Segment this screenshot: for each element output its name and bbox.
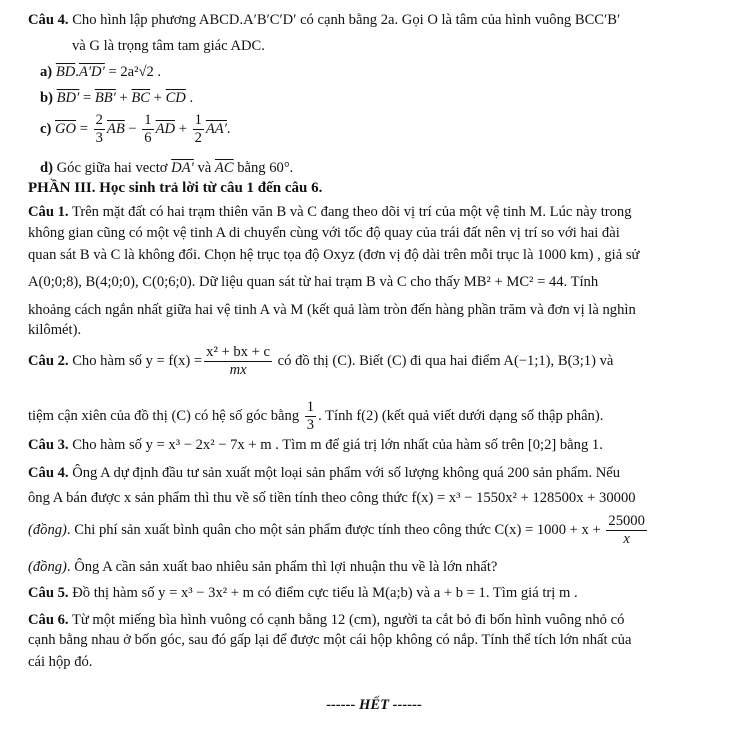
denominator: 2 (194, 130, 202, 146)
fraction (204, 344, 272, 379)
text: có đồ thị (C). Biết (C) đi qua hai điểm A(−1;1), B(3;1) và (277, 352, 614, 369)
denominator: 3 (306, 417, 315, 433)
text: bằng 60°. (237, 160, 294, 176)
fraction (94, 112, 105, 147)
text: và (197, 160, 212, 176)
text: Trên mặt đất có hai trạm thiên văn B và C đang theo dõi vị trí của một vệ tinh M. Lúc này trong (71, 204, 632, 220)
question-label: Câu 6. (28, 612, 69, 628)
math-text: = 2a²√2 . (104, 64, 162, 80)
heading-text: PHẦN III. Học sinh trả lời từ câu 1 đến câu 6. (28, 180, 323, 196)
text: . Ông A cần sản xuất bao nhiêu sản phẩm thì lợi nhuận thu về là lớn nhất? (66, 559, 498, 575)
statement-d (40, 159, 293, 177)
question-label: Câu 4. (28, 12, 69, 28)
text: Cho hàm số y = f(x) = (72, 352, 203, 369)
q4-line: ông A bán được x sản phẩm thì thu về số tiền tính theo công thức f(x) = x³ − 1550x² + 128500x + 30000 (28, 490, 636, 506)
unit-text: (đồng) (28, 559, 67, 575)
denominator: 3 (95, 130, 103, 146)
unit-text: (đồng) (28, 521, 67, 538)
statement-a: a) $\overline{BD}.A'D' = 2a^2√2$ . (40, 64, 162, 80)
fraction (193, 112, 204, 147)
q4-line (28, 464, 620, 482)
q1-line: không gian cũng có một vệ tinh A di chuyển cùng với tốc độ quay của trái đất nên vị trí so với hai đài (28, 225, 620, 241)
fraction (606, 513, 646, 548)
statement-label: b) (40, 90, 53, 106)
text: Cho hàm số y = x³ − 2x² − 7x + m . Tìm m để giá trị lớn nhất của hàm số trên [0;2] bằng 1. (72, 437, 603, 453)
question-3 (28, 436, 603, 454)
numerator: 1 (306, 399, 315, 415)
end-marker: ------ HẾT ------ (326, 697, 422, 713)
numerator: x² + bx + c (206, 344, 270, 360)
vector: BB′ (94, 90, 116, 106)
q2-line (28, 399, 603, 434)
vector: DA′ (171, 160, 194, 176)
q6-line (28, 611, 624, 629)
question-label: Câu 5. (28, 585, 69, 601)
vector: $\overline{CD}$ (165, 90, 186, 106)
statement-b: b) $BD' = BB' + \overline{BC} + \overline{CD}$ . (40, 90, 194, 106)
denominator: mx (229, 362, 247, 378)
text: Góc giữa hai vectơ (56, 160, 168, 176)
q1-line: quan sát B và C là không đổi. Chọn hệ trục tọa độ Oxyz (đơn vị độ dài trên mỗi trục là 1000 km) , giả sử (28, 247, 640, 263)
text: Ông A dự định đầu tư sản xuất một loại sản phẩm với số lượng không quá 200 sản phẩm. Nếu (72, 465, 621, 481)
question-label: Câu 1. (28, 204, 69, 220)
vector: $\overline{AB}$ (106, 120, 125, 137)
vector: BD′ (56, 90, 80, 106)
q1-line (28, 203, 632, 221)
vector: $\overline{BC}$ (131, 90, 151, 106)
q2-line (28, 344, 613, 379)
numerator: 1 (194, 112, 202, 128)
vector: $\overline{GO}$ (55, 120, 77, 137)
vector: $\overline{AD}$ (155, 120, 176, 137)
q4-text: Cho hình lập phương ABCD.A′B′C′D′ có cạnh bằng 2a. Gọi O là tâm của hình vuông BCC′B′ (72, 12, 621, 28)
q6-line: cái hộp đó. (28, 654, 93, 670)
question-label: Câu 3. (28, 437, 69, 453)
question-5 (28, 584, 578, 602)
text: Từ một miếng bìa hình vuông có cạnh bằng 12 (cm), người ta cắt bỏ đi bốn hình vuông nhỏ có (71, 612, 625, 628)
vector: $\overline{AC}$ (214, 160, 234, 176)
statement-label: a) (40, 64, 53, 80)
q4-line (28, 513, 649, 548)
text: Đồ thị hàm số y = x³ − 3x² + m có điểm cực tiểu là M(a;b) và a + b = 1. Tìm giá trị m . (72, 585, 578, 601)
section-heading (28, 179, 322, 197)
statement-label: d) (40, 160, 53, 176)
statement-c: c) $\overline{GO}$ = $\frac{2}{3}$ $\overline{AB}$ − $\frac{1}{6}$ $\overline{AD}$ + $\frac{1}{2}$ AA′. (40, 112, 231, 146)
statement-label: c) (40, 120, 52, 137)
q4-line1 (28, 11, 620, 29)
fraction (305, 399, 316, 434)
q1-line: kilômét). (28, 322, 82, 338)
numerator: 25000 (608, 513, 645, 529)
q4-line (28, 558, 497, 576)
q4-text-2: và G là trọng tâm tam giác ADC. (72, 38, 265, 54)
question-label: Câu 2. (28, 352, 69, 369)
q6-line: cạnh bằng nhau ở bốn góc, sau đó gấp lại để được một cái hộp không có nắp. Tính thể tích lớn nhất của (28, 632, 632, 648)
denominator: 6 (144, 130, 152, 146)
denominator: x (623, 531, 630, 547)
text: . Tính f(2) (kết quả viết dưới dạng số thập phân). (318, 407, 604, 424)
vector: A′D′ (78, 64, 105, 80)
numerator: 2 (95, 112, 103, 128)
numerator: 1 (144, 112, 152, 128)
q1-line: khoảng cách ngắn nhất giữa hai vệ tinh A và M (kết quả làm tròn đến hàng phần trăm và đơn vị là nghìn (28, 302, 636, 318)
text: tiệm cận xiên của đồ thị (C) có hệ số góc bằng (28, 407, 300, 424)
question-label: Câu 4. (28, 465, 69, 481)
fraction (142, 112, 153, 147)
text: . Chi phí sản xuất bình quân cho một sản phẩm được tính theo công thức C(x) = 1000 + x + (66, 521, 601, 538)
vector: $\overline{BD}$ (55, 64, 76, 80)
q1-line: A(0;0;8), B(4;0;0), C(0;6;0). Dữ liệu quan sát từ hai trạm B và C cho thấy MB² + MC² = 44. Tính (28, 274, 599, 290)
vector: AA′ (205, 120, 227, 137)
